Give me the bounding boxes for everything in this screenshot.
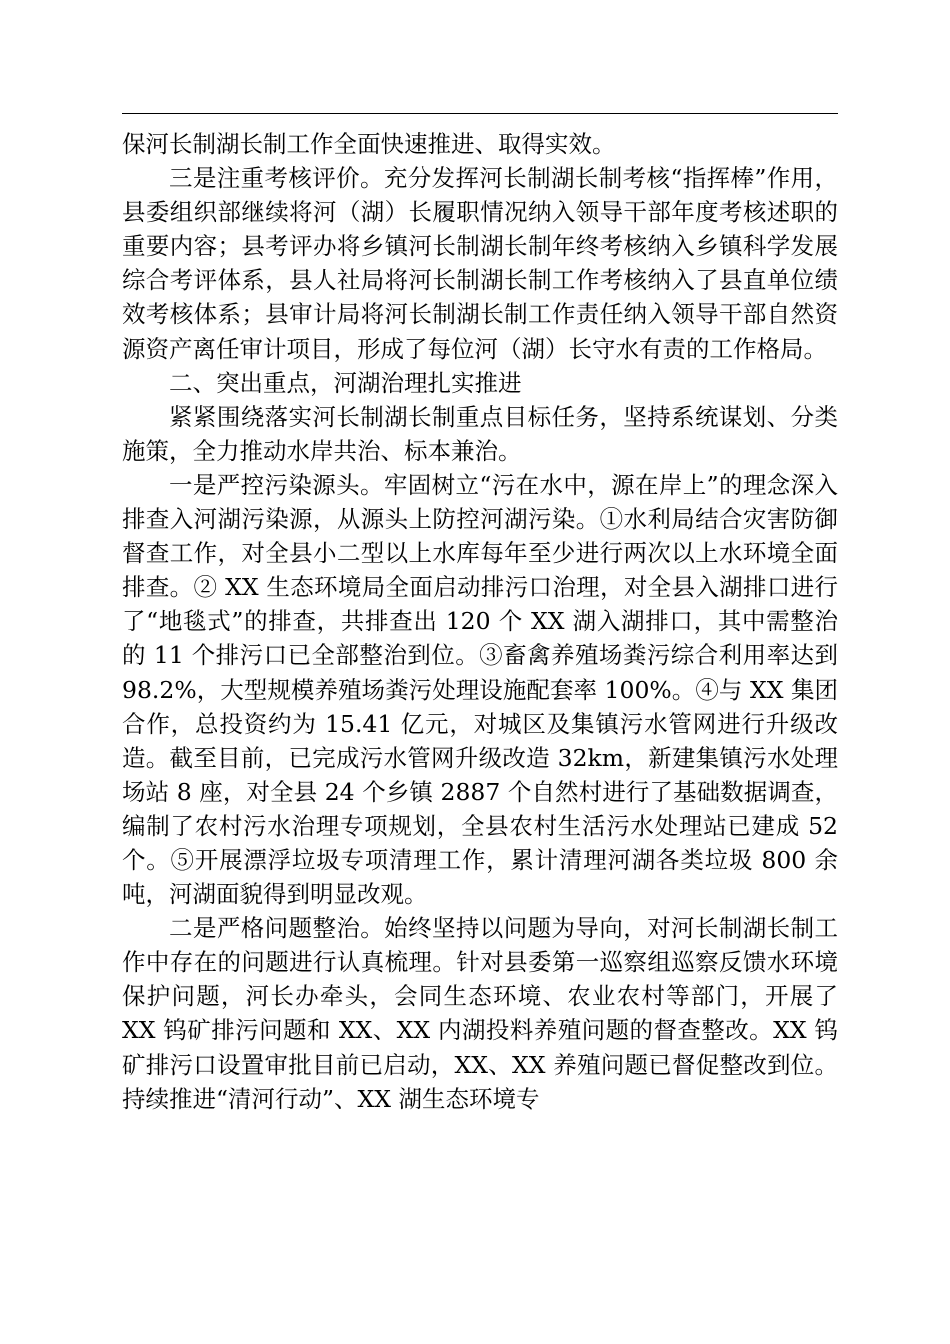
header-rule xyxy=(122,113,838,114)
paragraph-pollution-control: 一是严控污染源头。牢固树立“污在水中，源在岸上”的理念深入排查入河湖污染源，从源头上防控河湖污染。①水利局结合灾害防御督查工作，对全县小二型以上水库每年至少进行两次以上水环境全面排查。② XX 生态环境局全面启动排污口治理，对全县入湖排口进行了“地毯式”的排查，共排查出 120 个 XX 湖入湖排口，其中需整治的 11 个排污口已全部整治到位。③畜禽养殖场粪污综合利用率达到 98.2%，大型规模养殖场粪污处理设施配套率 100%。④与 XX 集团合作，总投资约为 15.41 亿元，对城区及集镇污水管网进行升级改造。截至目前，已完成污水管网升级改造 32km，新建集镇污水处理场站 8 座，对全县 24 个乡镇 2887 个自然村进行了基础数据调查，编制了农村污水治理专项规划，全县农村生活污水处理站已建成 52 个。⑤开展漂浮垃圾专项清理工作，累计清理河湖各类垃圾 800 余吨，河湖面貌得到明显改观。 xyxy=(122,470,838,909)
paragraph-intro: 紧紧围绕落实河长制湖长制重点目标任务，坚持系统谋划、分类施策，全力推动水岸共治、标本兼治。 xyxy=(122,402,838,465)
paragraph-assessment: 三是注重考核评价。充分发挥河长制湖长制考核“指挥棒”作用，县委组织部继续将河（湖）长履职情况纳入领导干部年度考核述职的重要内容；县考评办将乡镇河长制湖长制年终考核纳入乡镇科学发展综合考评体系，县人社局将河长制湖长制工作考核纳入了县直单位绩效考核体系；县审计局将河长制湖长制工作责任纳入领导干部自然资源资产离任审计项目，形成了每位河（湖）长守水有责的工作格局。 xyxy=(122,164,838,363)
document-body xyxy=(122,127,838,1116)
paragraph-continuation: 保河长制湖长制工作全面快速推进、取得实效。 xyxy=(122,130,616,158)
paragraph-problem-rectification: 二是严格问题整治。始终坚持以问题为导向，对河长制湖长制工作中存在的问题进行认真梳理。针对县委第一巡察组巡察反馈水环境保护问题，河长办牵头，会同生态环境、农业农村等部门，开展了 XX 钨矿排污问题和 XX、XX 内湖投料养殖问题的督查整改。XX 钨矿排污口设置审批目前已启动，XX、XX 养殖问题已督促整改到位。持续推进“清河行动”、XX 湖生态环境专 xyxy=(122,914,838,1113)
section-heading: 二、突出重点，河湖治理扎实推进 xyxy=(169,368,522,397)
